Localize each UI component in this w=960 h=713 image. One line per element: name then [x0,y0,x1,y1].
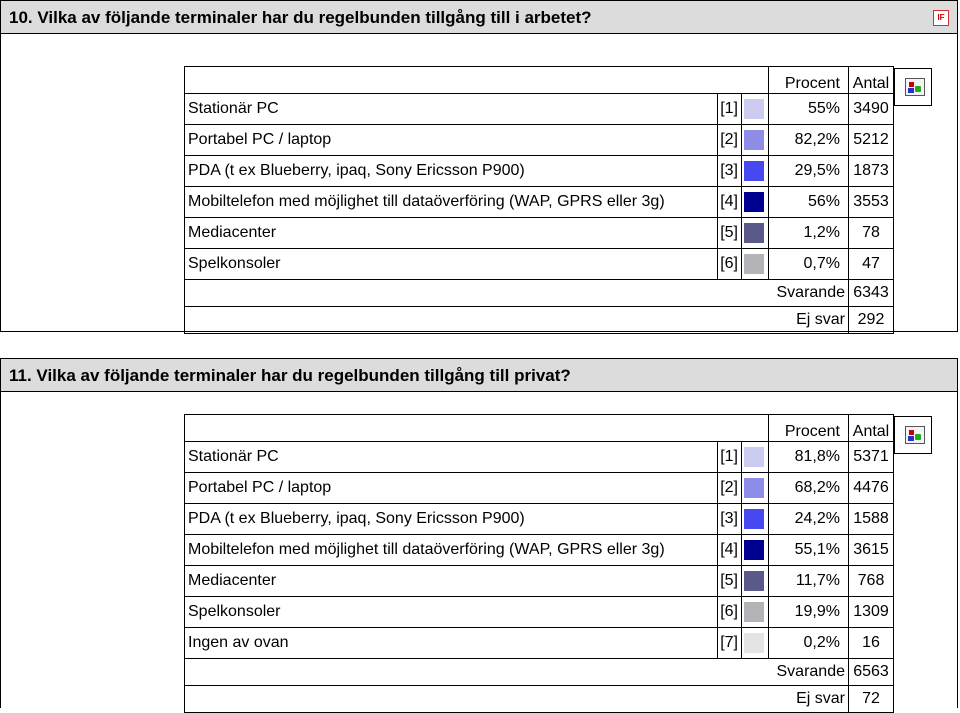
chart-icon[interactable] [894,68,932,106]
color-swatch-cell [742,597,769,628]
color-swatch [744,509,764,529]
svarande-value: 6563 [849,659,894,686]
option-label: Mediacenter [185,218,718,249]
color-swatch [744,161,764,181]
table-row [185,156,894,187]
color-swatch [744,99,764,119]
ejsvar-value: 292 [849,307,894,334]
option-label: Mobiltelefon med möjlighet till dataöverföring (WAP, GPRS eller 3g) [185,187,718,218]
option-label: Stationär PC [185,442,718,473]
table-row [185,187,894,218]
color-swatch [744,130,764,150]
chart-icon[interactable] [894,416,932,454]
option-label: Spelkonsoler [185,249,718,280]
option-antal: 47 [849,249,894,280]
option-antal: 3553 [849,187,894,218]
option-procent: 29,5% [769,156,849,187]
option-index: [3] [718,504,742,535]
color-swatch-cell [742,187,769,218]
color-swatch-cell [742,218,769,249]
color-swatch-cell [742,125,769,156]
option-label: Spelkonsoler [185,597,718,628]
option-label: Mobiltelefon med möjlighet till dataöverföring (WAP, GPRS eller 3g) [185,535,718,566]
svarande-row [185,280,894,307]
option-procent: 24,2% [769,504,849,535]
option-label: PDA (t ex Blueberry, ipaq, Sony Ericsson P900) [185,504,718,535]
option-label: Portabel PC / laptop [185,125,718,156]
option-procent: 55% [769,94,849,125]
color-swatch [744,633,764,653]
option-procent: 1,2% [769,218,849,249]
option-procent: 81,8% [769,442,849,473]
results-table-q10 [184,66,894,334]
option-antal: 78 [849,218,894,249]
option-antal: 4476 [849,473,894,504]
table-row [185,504,894,535]
ej-svar-row [185,686,894,713]
option-label: Ingen av ovan [185,628,718,659]
color-swatch [744,571,764,591]
option-procent: 68,2% [769,473,849,504]
ejsvar-label: Ej svar [185,686,849,713]
color-swatch-cell [742,473,769,504]
color-swatch-cell [742,156,769,187]
color-swatch [744,192,764,212]
table-row [185,125,894,156]
option-index: [1] [718,442,742,473]
option-label: Mediacenter [185,566,718,597]
color-swatch [744,254,764,274]
header-antal: Antal [849,67,894,94]
table-row [185,535,894,566]
color-swatch-cell [742,442,769,473]
table-row [185,218,894,249]
color-swatch [744,478,764,498]
svarande-row [185,659,894,686]
color-swatch-cell [742,535,769,566]
table-row [185,597,894,628]
color-swatch-cell [742,628,769,659]
option-antal: 3615 [849,535,894,566]
option-index: [2] [718,125,742,156]
option-procent: 55,1% [769,535,849,566]
question-10-title: 10. Vilka av följande terminaler har du regelbunden tillgång till i arbetet? [9,8,592,27]
option-procent: 56% [769,187,849,218]
option-index: [6] [718,597,742,628]
option-index: [4] [718,187,742,218]
question-10-header [0,0,958,34]
question-11-header [0,358,958,392]
option-index: [1] [718,94,742,125]
option-procent: 0,7% [769,249,849,280]
color-swatch [744,447,764,467]
question-11-title: 11. Vilka av följande terminaler har du regelbunden tillgång till privat? [9,366,571,385]
option-antal: 1309 [849,597,894,628]
table-row [185,249,894,280]
color-swatch-cell [742,94,769,125]
header-blank [185,415,769,442]
color-swatch-cell [742,249,769,280]
form-icon[interactable]: IF [933,10,949,26]
option-antal: 5371 [849,442,894,473]
table-row [185,473,894,504]
table-header-row [185,415,894,442]
option-antal: 16 [849,628,894,659]
option-label: Stationär PC [185,94,718,125]
table-header-row [185,67,894,94]
option-index: [5] [718,218,742,249]
option-procent: 11,7% [769,566,849,597]
option-procent: 19,9% [769,597,849,628]
header-procent: Procent [769,67,849,94]
option-antal: 1873 [849,156,894,187]
question-10-body [0,34,958,332]
ejsvar-value: 72 [849,686,894,713]
option-index: [7] [718,628,742,659]
color-swatch [744,223,764,243]
option-antal: 768 [849,566,894,597]
header-blank [185,67,769,94]
option-procent: 82,2% [769,125,849,156]
option-index: [4] [718,535,742,566]
color-swatch [744,602,764,622]
question-11-body [0,392,958,708]
option-procent: 0,2% [769,628,849,659]
option-antal: 1588 [849,504,894,535]
ej-svar-row [185,307,894,334]
option-index: [2] [718,473,742,504]
color-swatch-cell [742,504,769,535]
option-index: [6] [718,249,742,280]
color-swatch-cell [742,566,769,597]
option-antal: 3490 [849,94,894,125]
option-index: [5] [718,566,742,597]
option-label: Portabel PC / laptop [185,473,718,504]
table-row [185,628,894,659]
ejsvar-label: Ej svar [185,307,849,334]
svarande-label: Svarande [185,280,849,307]
table-row [185,442,894,473]
option-antal: 5212 [849,125,894,156]
option-index: [3] [718,156,742,187]
svarande-value: 6343 [849,280,894,307]
table-row [185,94,894,125]
option-label: PDA (t ex Blueberry, ipaq, Sony Ericsson P900) [185,156,718,187]
results-table-q11 [184,414,894,713]
svarande-label: Svarande [185,659,849,686]
header-procent: Procent [769,415,849,442]
color-swatch [744,540,764,560]
table-row [185,566,894,597]
header-antal: Antal [849,415,894,442]
